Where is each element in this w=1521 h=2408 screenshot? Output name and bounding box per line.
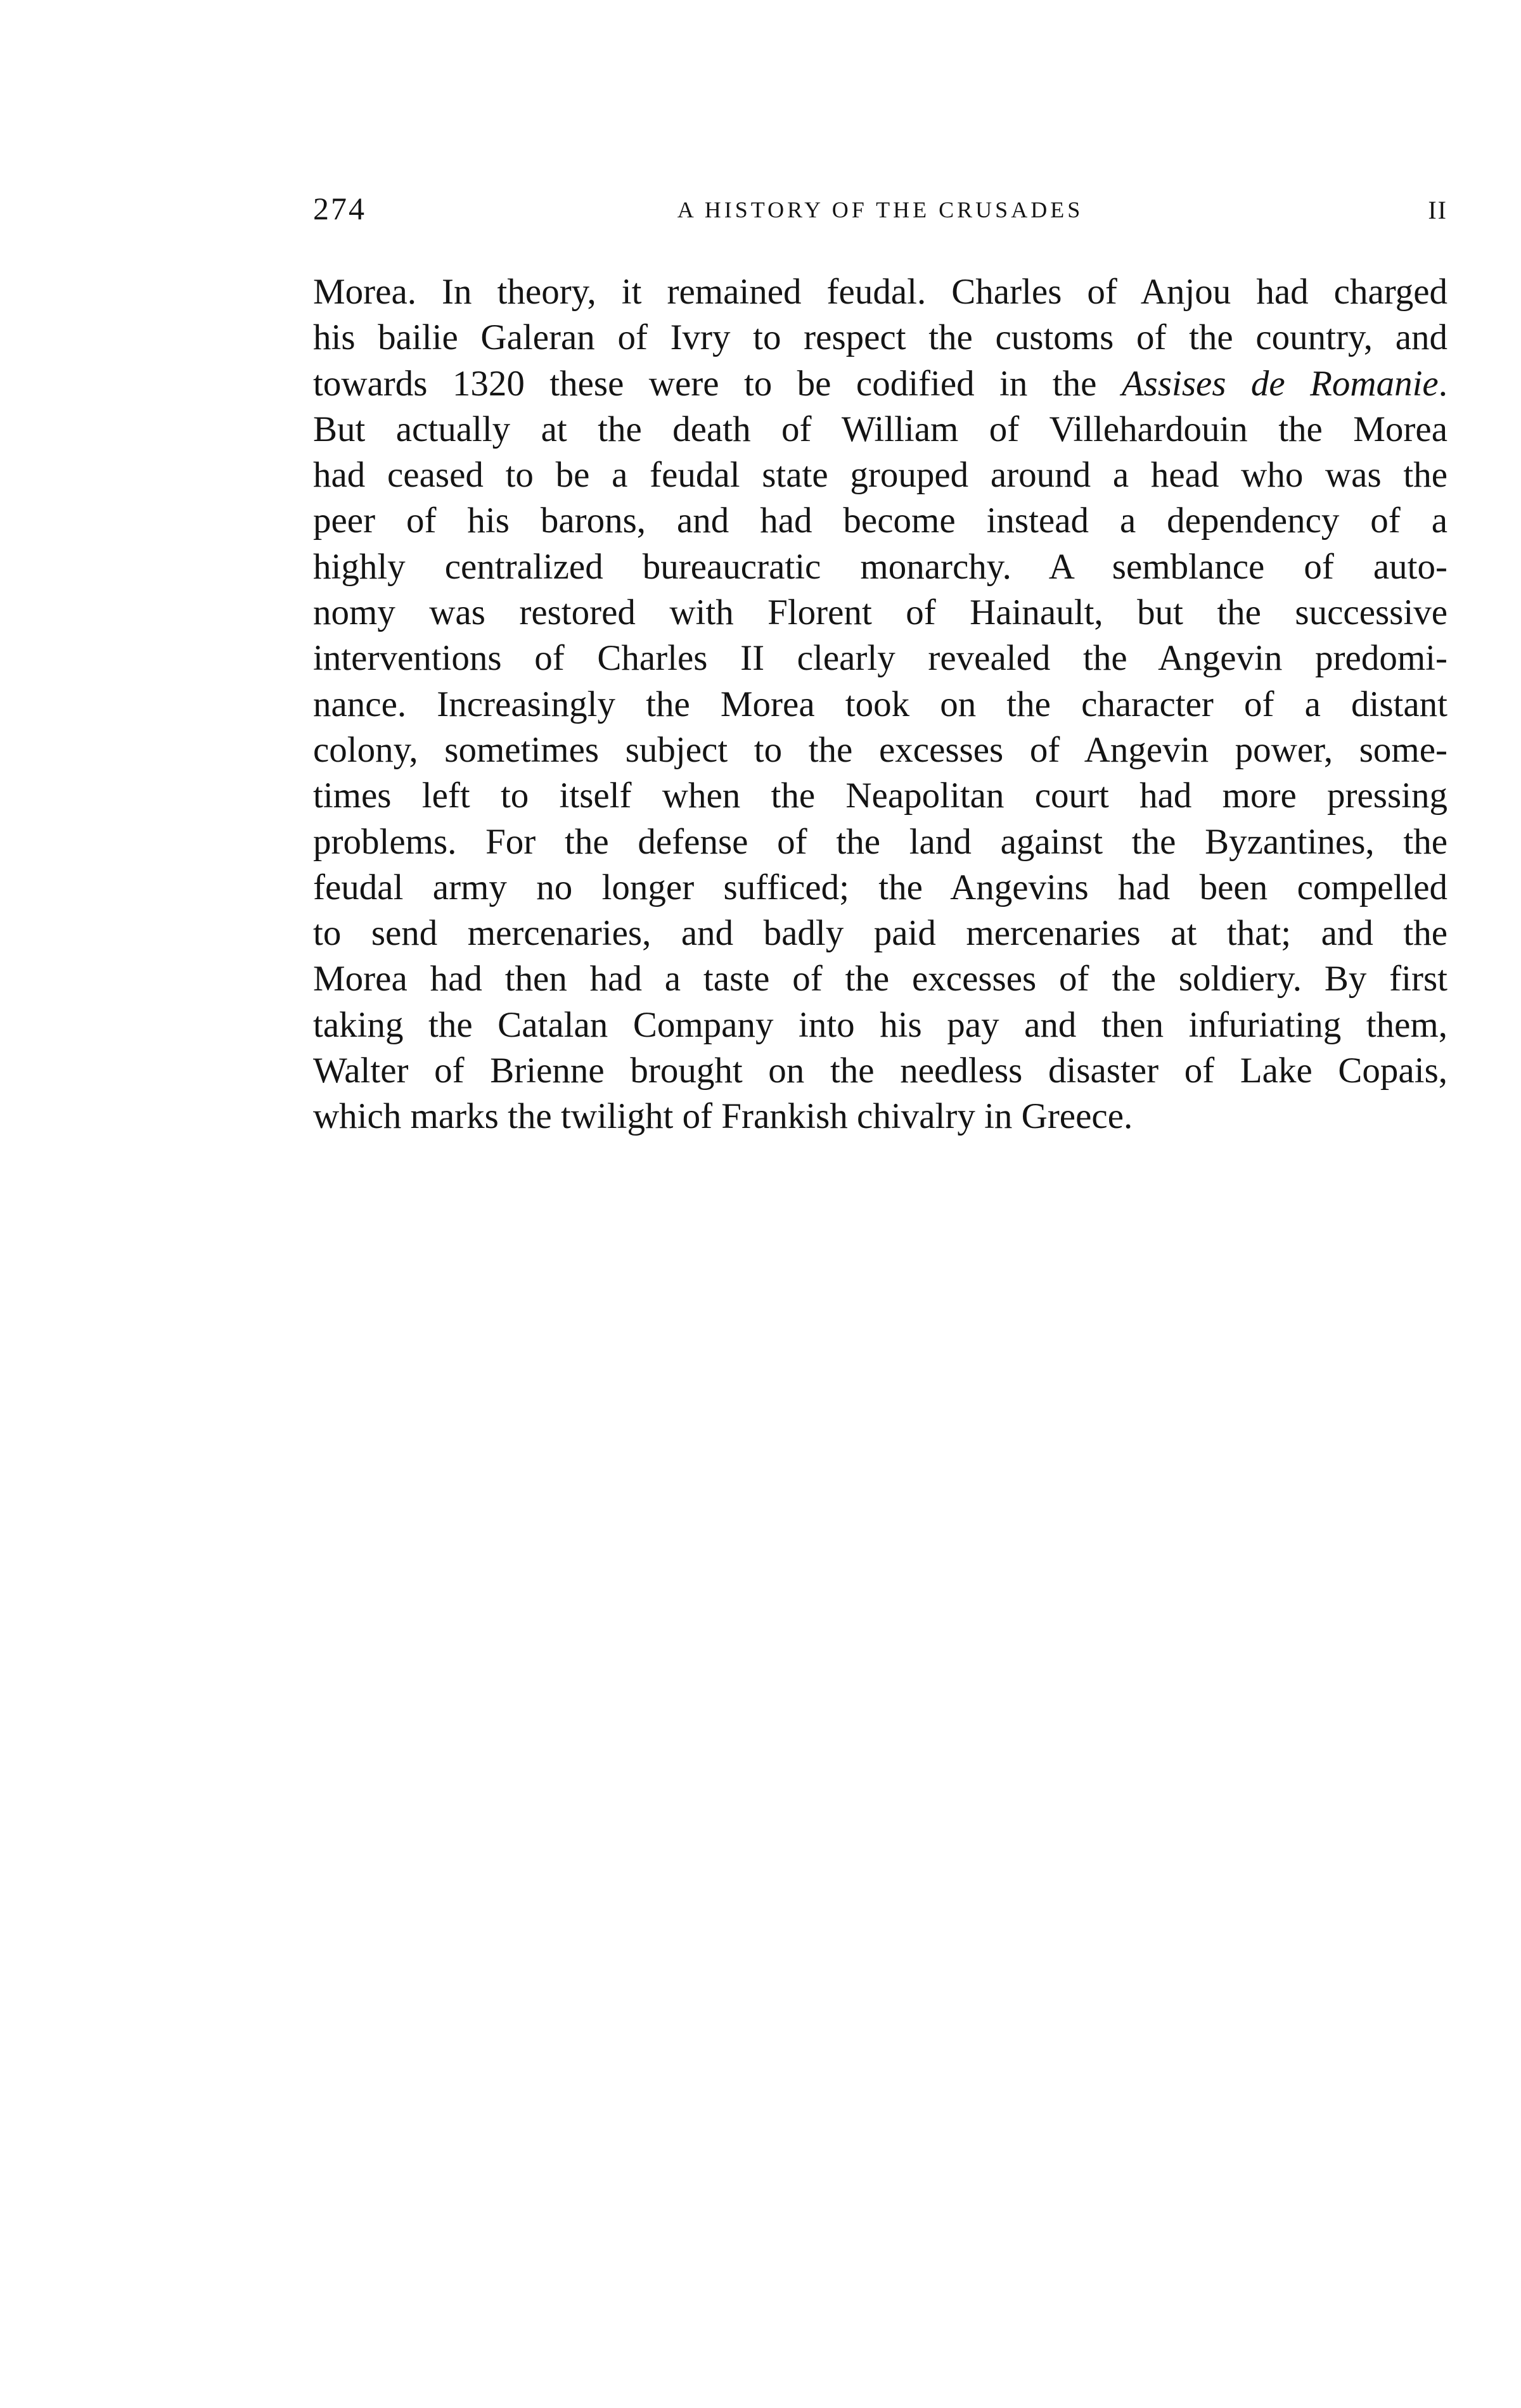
text-line: feudal army no longer sufficed; the Angevins had been compelled (313, 867, 1447, 907)
text-line: towards 1320 these were to be codified in the Assises de Romanie. (313, 363, 1447, 404)
text-line: nomy was restored with Florent of Hainault, but the successive (313, 592, 1447, 633)
italic-title: Assises de Romanie (1121, 363, 1439, 404)
body-paragraph (313, 269, 1447, 1140)
running-title: A HISTORY OF THE CRUSADES (677, 197, 1084, 222)
text-line: taking the Catalan Company into his pay and then infuriating them, (313, 1004, 1447, 1045)
text-line: which marks the twilight of Frankish chivalry in Greece. (313, 1096, 1133, 1137)
text-line: to send mercenaries, and badly paid mercenaries at that; and the (313, 913, 1447, 954)
volume-number: II (1428, 196, 1447, 224)
page-number: 274 (313, 191, 366, 226)
text-line: problems. For the defense of the land against the Byzantines, the (313, 821, 1447, 862)
text-line: his bailie Galeran of Ivry to respect the customs of the country, and (313, 317, 1447, 358)
text-line: nance. Increasingly the Morea took on the character of a distant (313, 684, 1447, 724)
running-head (313, 190, 1447, 241)
text-line: Morea had then had a taste of the excesses of the soldiery. By first (313, 959, 1447, 999)
text-line: Walter of Brienne brought on the needless disaster of Lake Copais, (313, 1051, 1447, 1091)
text-line: peer of his barons, and had become instead a dependency of a (313, 501, 1447, 541)
text-line: times left to itself when the Neapolitan court had more pressing (313, 776, 1447, 816)
text-line: colony, sometimes subject to the excesses of Angevin power, some- (313, 729, 1447, 770)
text-line: Morea. In theory, it remained feudal. Charles of Anjou had charged (313, 272, 1447, 312)
text-line: interventions of Charles II clearly revealed the Angevin predomi- (313, 638, 1447, 679)
text-line: had ceased to be a feudal state grouped around a head who was the (313, 455, 1447, 496)
text-line: highly centralized bureaucratic monarchy. A semblance of auto- (313, 546, 1447, 587)
text-line: But actually at the death of William of Villehardouin the Morea (313, 409, 1447, 449)
